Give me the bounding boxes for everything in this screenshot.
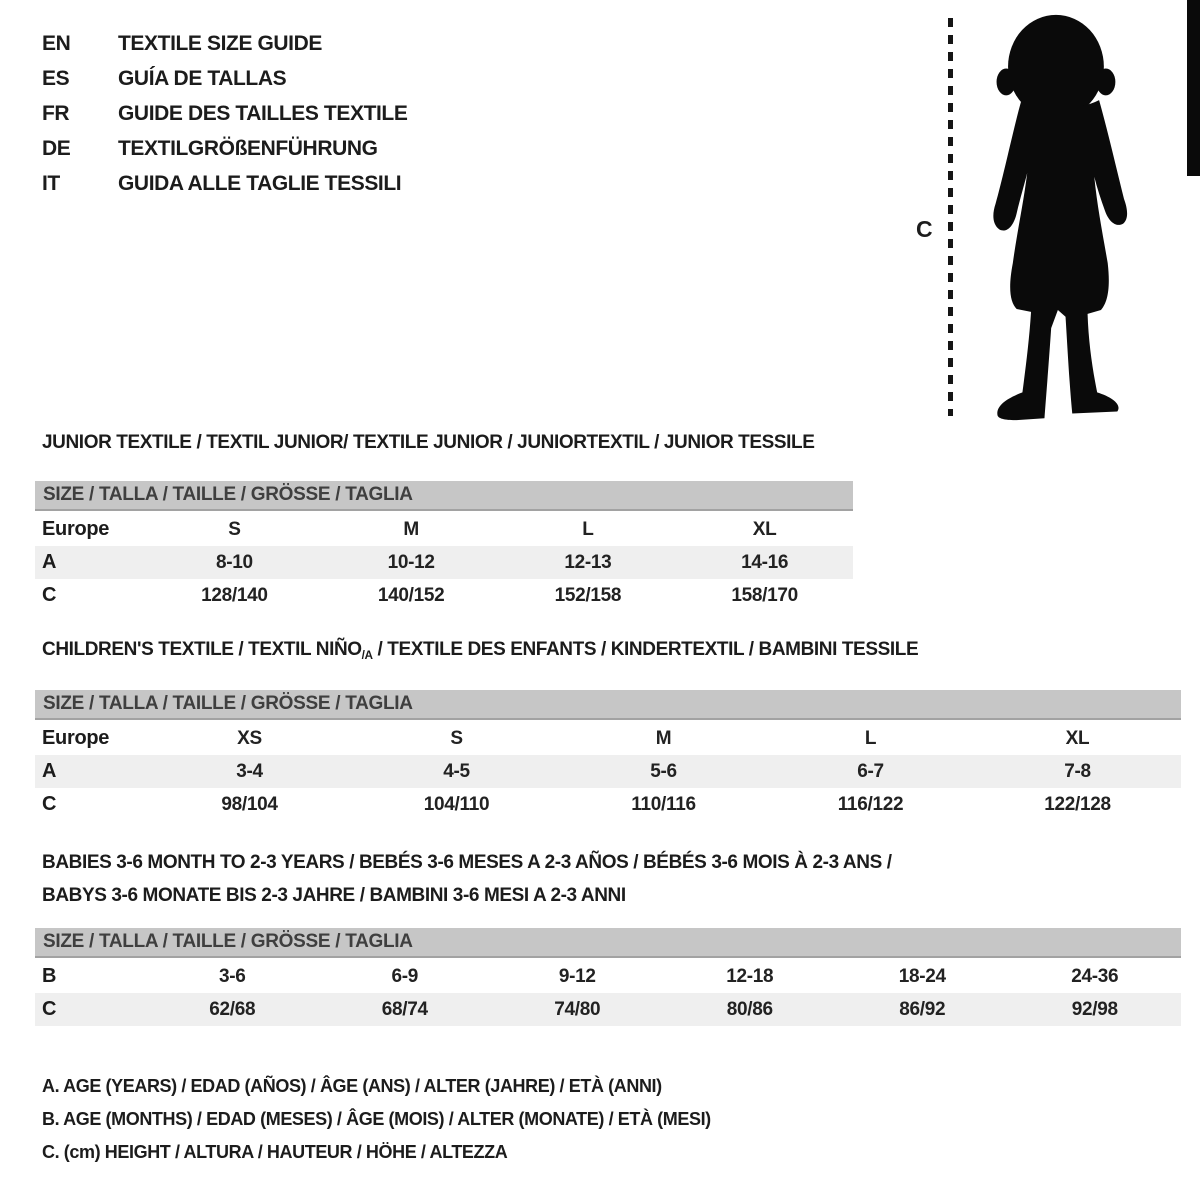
size-value-cell: 4-5 [443,760,470,782]
size-value-cell: 104/110 [423,793,490,815]
size-value-cell: 110/116 [631,793,696,815]
section-junior-textile [35,432,853,612]
row-label-cell: Europe [42,727,110,749]
size-value-cell: 7-8 [1064,760,1091,782]
size-value-cell: 6-9 [391,965,419,987]
children-title-prefix: CHILDREN'S TEXTILE / TEXTIL NIÑO [42,639,362,660]
language-row [42,96,407,131]
children-size-header-bar: SIZE / TALLA / TAILLE / GRÖSSE / TAGLIA [35,690,1181,720]
size-value-cell: 3-4 [236,760,263,782]
size-value-cell: 128/140 [201,584,268,606]
toddler-silhouette-icon [960,12,1150,424]
row-label-cell: Europe [42,518,110,540]
size-table-row [35,960,1181,993]
size-value-cell: S [228,518,241,540]
children-size-table [35,722,1181,821]
language-label: TEXTILE SIZE GUIDE [118,31,322,55]
babies-size-table [35,960,1181,1026]
language-row [42,131,407,166]
row-label-cell: C [42,584,57,606]
children-title-subscript: /A [361,649,373,662]
size-value-cell: 6-7 [857,760,884,782]
junior-section-title: JUNIOR TEXTILE / TEXTIL JUNIOR/ TEXTILE JUNIOR / JUNIORTEXTIL / JUNIOR TESSILE [42,432,815,453]
size-value-cell: 10-12 [387,551,435,573]
language-label: TEXTILGRÖßENFÜHRUNG [118,136,378,160]
size-value-cell: 86/92 [899,998,946,1020]
legend-line: B. AGE (MONTHS) / EDAD (MESES) / ÂGE (MOIS) / ALTER (MONATE) / ETÀ (MESI) [42,1109,711,1129]
section-children-textile [35,639,1181,821]
height-dashed-line [948,18,953,416]
measure-legend [42,1070,711,1169]
size-value-cell: 12-13 [564,551,612,573]
size-value-cell: 12-18 [726,965,774,987]
language-row [42,26,407,61]
size-value-cell: 158/170 [731,584,798,606]
size-value-cell: 74/80 [554,998,601,1020]
size-value-cell: 3-6 [218,965,246,987]
legend-line: C. (cm) HEIGHT / ALTURA / HAUTEUR / HÖHE / ALTEZZA [42,1142,508,1162]
size-table-row [35,546,853,579]
size-value-cell: 122/128 [1044,793,1111,815]
language-label: GUIDE DES TAILLES TEXTILE [118,101,408,125]
right-edge-crop-artifact [1187,0,1200,176]
legend-line: A. AGE (YEARS) / EDAD (AÑOS) / ÂGE (ANS) / ALTER (JAHRE) / ETÀ (ANNI) [42,1076,662,1096]
size-value-cell: L [582,518,594,540]
row-label-cell: A [42,760,57,782]
size-value-cell: 24-36 [1071,965,1119,987]
language-code: EN [42,31,71,55]
size-table-row [35,993,1181,1026]
height-measure-label: C [916,216,933,242]
language-row [42,166,407,201]
children-title-suffix: / TEXTILE DES ENFANTS / KINDERTEXTIL / BAMBINI TESSILE [372,639,919,660]
babies-size-header-bar: SIZE / TALLA / TAILLE / GRÖSSE / TAGLIA [35,928,1181,958]
size-value-cell: 140/152 [377,584,445,606]
language-label: GUÍA DE TALLAS [118,66,287,90]
size-value-cell: 80/86 [726,998,773,1020]
size-value-cell: 9-12 [558,965,596,987]
size-value-cell: 5-6 [650,760,677,782]
row-label-cell: C [42,998,57,1020]
size-value-cell: 8-10 [215,551,253,573]
size-value-cell: XS [237,727,262,749]
size-value-cell: 92/98 [1071,998,1118,1020]
size-value-cell: XL [752,518,777,540]
children-section-title [42,639,1181,663]
babies-section-title-line2: BABYS 3-6 MONATE BIS 2-3 JAHRE / BAMBINI 3-6 MESI A 2-3 ANNI [42,885,626,906]
size-value-cell: L [864,727,877,749]
junior-size-table [35,513,853,612]
size-table-row [35,788,1181,821]
language-code: FR [42,101,70,125]
size-value-cell: 14-16 [741,551,789,573]
row-label-cell: C [42,793,57,815]
language-code: IT [42,171,60,195]
language-code: ES [42,66,70,90]
size-value-cell: 62/68 [209,998,256,1020]
size-table-row [35,755,1181,788]
size-value-cell: 116/122 [837,793,904,815]
junior-size-header-bar: SIZE / TALLA / TAILLE / GRÖSSE / TAGLIA [35,481,853,511]
size-table-row [35,513,853,546]
size-value-cell: M [655,727,672,749]
row-label-cell: B [42,965,57,987]
size-value-cell: S [450,727,463,749]
section-babies-textile [35,846,1181,1026]
babies-section-title-line1: BABIES 3-6 MONTH TO 2-3 YEARS / BEBÉS 3-6 MESES A 2-3 AÑOS / BÉBÉS 3-6 MOIS À 2-3 ANS / [42,852,892,873]
row-label-cell: A [42,551,57,573]
language-label: GUIDA ALLE TAGLIE TESSILI [118,171,402,195]
size-table-row [35,722,1181,755]
language-row [42,61,407,96]
size-value-cell: 68/74 [381,998,428,1020]
size-value-cell: M [403,518,419,540]
language-code: DE [42,136,71,160]
size-table-row [35,579,853,612]
size-value-cell: 98/104 [221,793,278,815]
size-value-cell: XL [1065,727,1090,749]
size-value-cell: 152/158 [554,584,622,606]
language-list [42,26,407,201]
size-value-cell: 18-24 [898,965,946,987]
